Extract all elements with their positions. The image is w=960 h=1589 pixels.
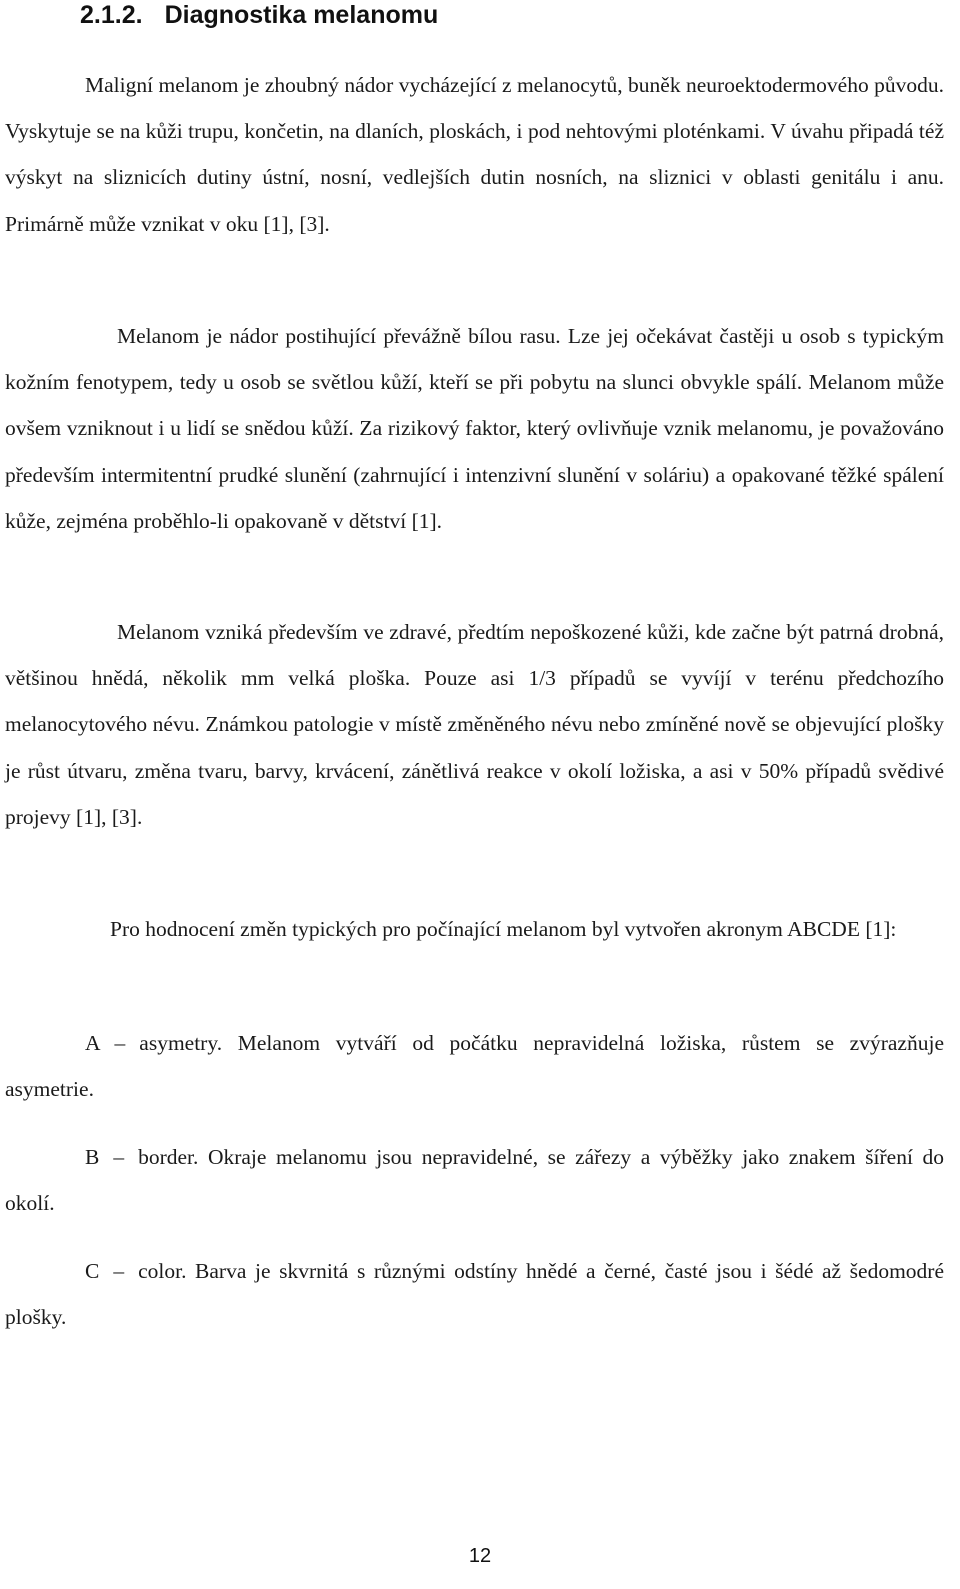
list-item-letter: A <box>85 1031 101 1055</box>
list-item-text: border. Okraje melanomu jsou nepravidelné, se zářezy a výběžky jako znakem šíření do okolí. <box>5 1145 944 1216</box>
paragraph-text: Melanom je nádor postihující převážně bílou rasu. Lze jej očekávat častěji u osob s typickým kožním fenotypem, tedy u osob se světlou kůží, kteří se při pobytu na slunci obvykle spálí. Melanom může ovšem vzniknout i u lidí se snědou kůží. Za rizikový faktor, který ovlivňuje vznik melanomu, je považováno především intermitentní prudké slunění (zahrnující i intenzivní slunění v soláriu) a opakované těžké spálení kůže, zejména proběhlo-li opakovaně v dětství [1]. <box>5 324 944 533</box>
list-item-color <box>5 1248 944 1340</box>
paragraph-origin <box>5 609 944 840</box>
paragraph-malignant-melanoma <box>5 62 944 247</box>
section-title: Diagnostika melanomu <box>164 1 439 29</box>
paragraph-abcde-intro <box>5 906 944 952</box>
list-item-border <box>5 1134 944 1226</box>
section-heading <box>80 0 438 30</box>
list-item-dash: – <box>114 1031 126 1055</box>
list-item-letter: B <box>85 1145 100 1169</box>
list-item-text: asymetry. Melanom vytváří od počátku nepravidelná ložiska, růstem se zvýrazňuje asymetrie. <box>5 1031 944 1102</box>
paragraph-text: Melanom vzniká především ve zdravé, předtím nepoškozené kůži, kde začne být patrná drobná, většinou hnědá, několik mm velká ploška. Pouze asi 1/3 případů se vyvíjí v terénu předchozího melanocytového névu. Známkou patologie v místě změněného névu nebo zmíněné nově se objevující plošky je růst útvaru, změna tvaru, barvy, krvácení, zánětlivá reakce v okolí ložiska, a asi v 50% případů svědivé projevy [1], [3]. <box>5 620 944 829</box>
paragraph-risk-factors <box>5 313 944 544</box>
paragraph-text: Maligní melanom je zhoubný nádor vycházející z melanocytů, buněk neuroektodermového původu. Vyskytuje se na kůži trupu, končetin, na dlaních, ploskách, i pod nehtovými ploténkami. V úvahu připadá též výskyt na sliznicích dutiny ústní, nosní, vedlejších dutin nosních, na sliznici v oblasti genitálu i anu. Primárně může vznikat v oku [1], [3]. <box>5 73 944 236</box>
list-item-dash: – <box>113 1145 125 1169</box>
paragraph-text: Pro hodnocení změn typických pro počínající melanom byl vytvořen akronym ABCDE [1]: <box>110 917 897 941</box>
list-item-dash: – <box>113 1259 125 1283</box>
list-item-letter: C <box>85 1259 100 1283</box>
section-number: 2.1.2. <box>80 1 143 29</box>
list-item-asymetry <box>5 1020 944 1112</box>
page-number: 12 <box>468 1545 492 1567</box>
list-item-text: color. Barva je skvrnitá s různými odstíny hnědé a černé, časté jsou i šédé až šedomodré plošky. <box>5 1259 944 1330</box>
